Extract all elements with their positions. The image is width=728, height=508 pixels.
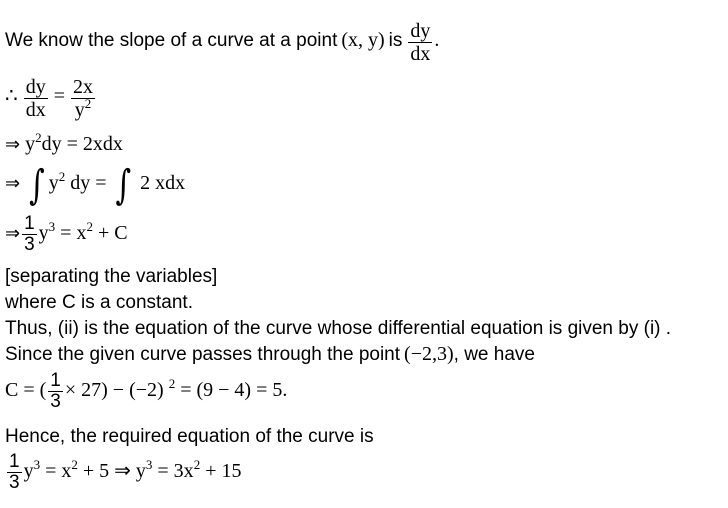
equation-rest: + C	[97, 222, 128, 245]
exponent: 2	[193, 457, 201, 473]
period: .	[434, 29, 440, 52]
2x-over-y2-fraction	[71, 76, 95, 121]
fraction-numerator: 1	[50, 370, 61, 391]
slope-text: We know the slope of a curve at a point	[5, 30, 338, 52]
implies-arrow: ⇒	[5, 173, 21, 194]
equation-rest: C = (	[5, 379, 47, 402]
fraction-numerator: dy	[25, 76, 46, 98]
fraction-denominator: 3	[24, 234, 35, 255]
one-third-fraction	[7, 452, 22, 493]
exponent: 2	[84, 96, 92, 111]
fraction-denominator: 3	[50, 391, 61, 412]
integral-sign: ∫	[115, 161, 132, 210]
equation-rest: dy = 2xdx	[41, 133, 123, 155]
equation-integral	[5, 161, 186, 210]
fraction-numerator: 1	[24, 213, 35, 234]
fraction-numerator: 2x	[73, 76, 94, 98]
curve-equation-note: Thus, (ii) is the equation of the curve whose differential equation is given by (i) .	[5, 318, 672, 339]
fraction-denominator: dx	[410, 43, 431, 65]
final-equation	[5, 452, 241, 493]
one-third-fraction	[48, 371, 63, 412]
equals: =	[53, 85, 66, 108]
exponent: 2	[35, 130, 42, 145]
therefore-symbol: ∴	[5, 85, 18, 108]
exponent: 3	[33, 457, 41, 473]
base: y	[38, 222, 49, 245]
base: y	[23, 460, 34, 483]
passes-through-note	[5, 343, 535, 366]
exponent: 2	[71, 457, 78, 473]
constant-note: where C is a constant.	[5, 292, 193, 313]
fraction-denominator: 3	[9, 472, 20, 493]
point-value: (−2,3)	[404, 343, 454, 365]
one-third-fraction	[22, 214, 37, 255]
exponent: 2	[168, 376, 176, 392]
exponent: 3	[145, 457, 153, 473]
fraction-denominator: dx	[25, 99, 46, 121]
equation-rest: + 15	[205, 460, 242, 483]
dy-dx-fraction	[24, 76, 48, 121]
dy-dx-fraction	[408, 20, 432, 65]
exponent: 2	[58, 169, 66, 184]
constant-calculation	[5, 371, 287, 412]
equation-separated	[5, 130, 123, 156]
base: y	[74, 99, 85, 121]
equation-rest: × 27) − (−2)	[64, 379, 164, 402]
fraction-numerator: 1	[9, 451, 20, 472]
equation-rest: = 3x	[157, 460, 194, 483]
equation-dydx	[5, 76, 97, 121]
integral-sign: ∫	[29, 161, 45, 210]
equation-integrated	[5, 214, 128, 255]
base: y	[48, 172, 59, 194]
equation-rest: = (9 − 4) = 5.	[180, 379, 288, 402]
exponent: 3	[48, 219, 56, 235]
point-xy: (x, y)	[341, 29, 385, 52]
we-have-text: , we have	[453, 344, 535, 365]
fraction-denominator	[71, 96, 95, 121]
implies-arrow: ⇒	[5, 134, 21, 155]
equation-rest: = x	[60, 222, 87, 245]
equation-rest: dy =	[70, 172, 107, 194]
exponent: 2	[86, 219, 93, 235]
equation-rest: + 5 ⇒ y	[82, 460, 146, 483]
fraction-numerator: dy	[410, 20, 431, 42]
is-text: is	[388, 30, 403, 52]
separating-note: [separating the variables]	[5, 266, 218, 287]
equation-rest: = x	[45, 460, 72, 483]
slope-statement	[5, 20, 439, 65]
base: y	[25, 133, 36, 155]
equation-rest: 2 xdx	[140, 172, 186, 194]
required-equation-note: Hence, the required equation of the curve is	[5, 426, 374, 447]
passes-text: Since the given curve passes through the point	[5, 344, 401, 365]
implies-arrow: ⇒	[5, 223, 21, 245]
